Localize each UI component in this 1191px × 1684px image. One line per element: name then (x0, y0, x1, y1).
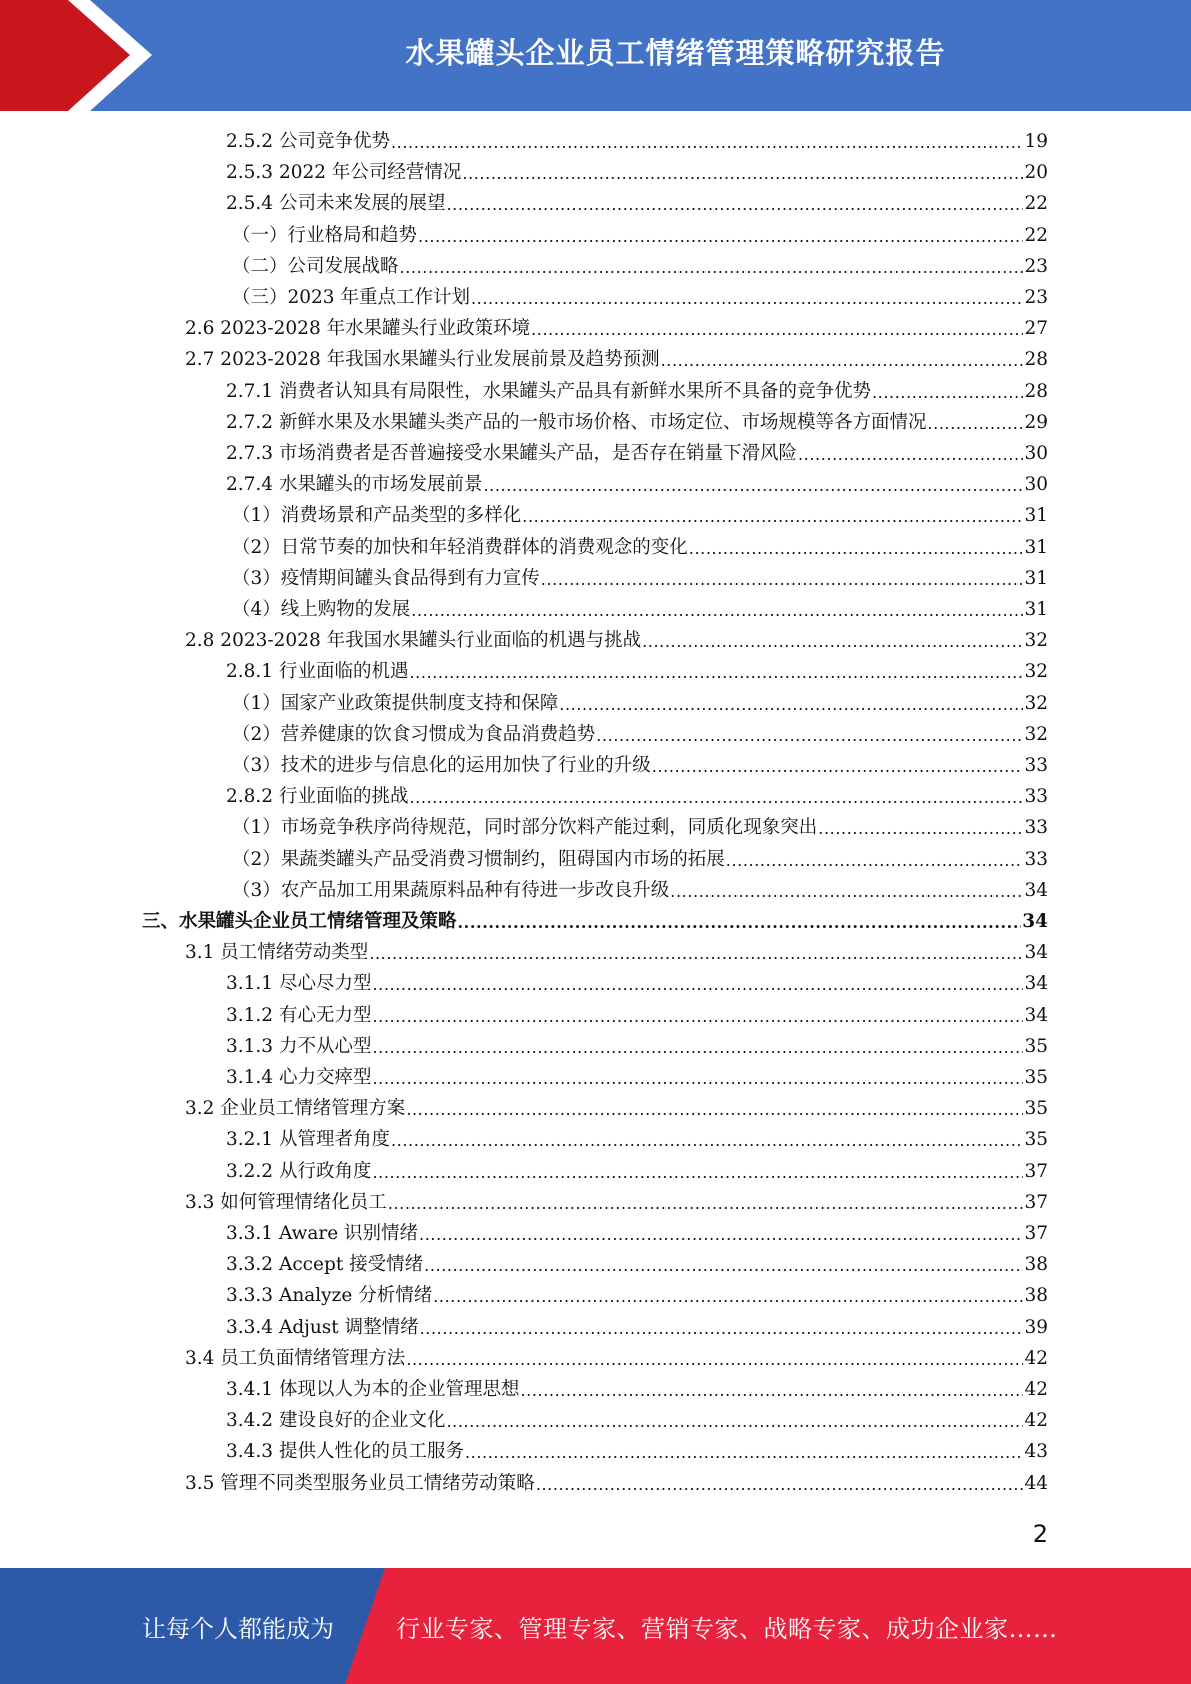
toc-entry[interactable] (232, 532, 1048, 563)
toc-entry[interactable] (232, 719, 1048, 750)
toc-entry[interactable] (185, 1187, 1048, 1218)
toc-dot-leader (409, 781, 1023, 812)
toc-dot-leader (462, 157, 1023, 188)
toc-entry-page: 32 (1024, 692, 1048, 714)
toc-entry[interactable] (185, 1343, 1048, 1374)
toc-entry-label: 2.8 2023-2028 年我国水果罐头行业面临的机遇与挑战 (185, 630, 642, 652)
toc-entry-label: （3）疫情期间罐头食品得到有力宣传 (232, 567, 540, 589)
toc-entry-page: 44 (1024, 1472, 1048, 1494)
toc-entry-page: 34 (1024, 942, 1048, 964)
toc-entry-page: 34 (1024, 879, 1048, 901)
toc-entry-label: 3.1.3 力不从心型 (226, 1035, 372, 1057)
toc-entry[interactable] (185, 1468, 1048, 1499)
toc-entry-label: 2.5.2 公司竞争优势 (226, 131, 390, 152)
toc-entry[interactable] (226, 376, 1048, 407)
toc-entry-label: 3.3.3 Analyze 分析情绪 (226, 1285, 433, 1307)
toc-entry[interactable] (232, 750, 1048, 781)
toc-entry-label: （3）农产品加工用果蔬原料品种有待进一步改良升级 (232, 879, 670, 901)
toc-entry-page: 31 (1024, 599, 1048, 620)
toc-entry[interactable] (226, 1405, 1048, 1436)
toc-entry[interactable] (226, 968, 1048, 999)
toc-entry-label: （一）行业格局和趋势 (232, 224, 418, 246)
toc-entry[interactable] (185, 313, 1048, 344)
toc-entry-label: 2.5.3 2022 年公司经营情况 (226, 162, 462, 184)
toc-entry-label: （1）市场竞争秩序尚待规范，同时部分饮料产能过剩，同质化现象突出 (232, 817, 818, 839)
toc-entry-label: 3.3.4 Adjust 调整情绪 (226, 1316, 419, 1338)
toc-dot-leader (642, 625, 1023, 656)
toc-dot-leader (372, 1000, 1023, 1031)
toc-entry-label: 3.1.1 尽心尽力型 (226, 973, 372, 995)
toc-entry[interactable] (232, 688, 1048, 719)
toc-dot-leader (400, 251, 1024, 282)
toc-dot-leader (446, 1405, 1023, 1436)
toc-entry[interactable] (226, 1280, 1048, 1311)
toc-dot-leader (465, 1436, 1023, 1467)
toc-entry-page: 32 (1024, 661, 1048, 683)
toc-entry-page: 38 (1024, 1285, 1048, 1307)
toc-entry[interactable] (226, 781, 1048, 812)
toc-entry-label: 2.8.1 行业面临的机遇 (226, 661, 409, 683)
toc-entry-page: 23 (1024, 287, 1048, 308)
toc-dot-leader (652, 750, 1024, 781)
toc-entry-label: 2.8.2 行业面临的挑战 (226, 786, 409, 808)
toc-entry-label: 3.4 员工负面情绪管理方法 (185, 1347, 406, 1369)
toc-entry-page: 28 (1024, 380, 1048, 402)
toc-dot-leader (689, 532, 1024, 563)
document-title: 水果罐头企业员工情绪管理策略研究报告 (405, 35, 946, 70)
footer-band (0, 1568, 1191, 1684)
toc-dot-leader (522, 500, 1023, 531)
toc-dot-leader (446, 188, 1023, 219)
toc-entry-page: 20 (1024, 162, 1048, 184)
toc-entry-label: 三、水果罐头企业员工情绪管理及策略 (142, 911, 457, 932)
header-band (0, 0, 1191, 111)
toc-entry[interactable] (226, 1249, 1048, 1280)
toc-dot-leader (798, 438, 1023, 469)
toc-dot-leader (661, 344, 1024, 375)
toc-entry-page: 32 (1024, 630, 1048, 652)
toc-entry-label: （2）日常节奏的加快和年轻消费群体的消费观念的变化 (232, 536, 688, 558)
toc-dot-leader (596, 719, 1023, 750)
toc-entry[interactable] (226, 188, 1048, 219)
toc-entry-page: 22 (1024, 193, 1048, 215)
toc-entry-page: 28 (1024, 349, 1048, 371)
toc-entry-label: 2.7.2 新鲜水果及水果罐头类产品的一般市场价格、市场定位、市场规模等各方面情况 (226, 411, 927, 433)
toc-dot-leader (372, 1156, 1023, 1187)
toc-dot-leader (409, 656, 1023, 687)
toc-dot-leader (391, 1124, 1023, 1155)
toc-entry-page: 42 (1024, 1347, 1048, 1369)
toc-entry-page: 33 (1024, 755, 1048, 776)
toc-entry-page: 32 (1024, 723, 1048, 745)
toc-entry-label: 3.5 管理不同类型服务业员工情绪劳动策略 (185, 1472, 535, 1494)
toc-dot-leader (424, 1249, 1023, 1280)
toc-entry-label: 2.7.1 消费者认知具有局限性，水果罐头产品具有新鲜水果所不具备的竞争优势 (226, 380, 871, 402)
toc-dot-leader (388, 1187, 1024, 1218)
toc-entry-page: 37 (1024, 1191, 1048, 1213)
toc-entry[interactable] (226, 656, 1048, 687)
toc-entry-page: 33 (1024, 848, 1048, 870)
toc-entry-label: 3.3.2 Accept 接受情绪 (226, 1254, 424, 1276)
toc-dot-leader (520, 1374, 1023, 1405)
toc-entry-page: 34 (1024, 1004, 1048, 1026)
toc-entry-label: （2）营养健康的饮食习惯成为食品消费趋势 (232, 723, 596, 745)
toc-entry[interactable] (226, 1031, 1048, 1062)
toc-entry[interactable] (185, 625, 1048, 656)
toc-dot-leader (418, 220, 1023, 251)
toc-dot-leader (531, 313, 1023, 344)
toc-entry-page: 34 (1022, 911, 1048, 932)
toc-entry-label: （4）线上购物的发展 (232, 599, 411, 620)
toc-entry[interactable] (232, 594, 1048, 625)
toc-dot-leader (541, 563, 1024, 594)
toc-dot-leader (872, 376, 1023, 407)
toc-dot-leader (372, 968, 1023, 999)
toc-entry-label: 2.6 2023-2028 年水果罐头行业政策环境 (185, 318, 531, 340)
toc-entry-label: 3.2.2 从行政角度 (226, 1160, 372, 1182)
toc-entry-label: 3.4.1 体现以人为本的企业管理思想 (226, 1379, 520, 1400)
toc-entry[interactable] (232, 220, 1048, 251)
toc-entry-label: （二）公司发展战略 (232, 255, 399, 277)
toc-entry-page: 39 (1024, 1316, 1048, 1338)
toc-entry-page: 19 (1024, 131, 1048, 152)
toc-entry-page: 31 (1024, 567, 1048, 589)
toc-entry-page: 43 (1024, 1441, 1048, 1463)
toc-entry-label: 2.7.3 市场消费者是否普遍接受水果罐头产品，是否存在销量下滑风险 (226, 443, 797, 464)
toc-dot-leader (818, 812, 1023, 843)
toc-dot-leader (419, 1218, 1023, 1249)
toc-entry[interactable] (142, 906, 1048, 937)
toc-entry-label: 3.4.3 提供人性化的员工服务 (226, 1441, 464, 1463)
toc-dot-leader (458, 906, 1022, 937)
toc-entry-page: 34 (1024, 973, 1048, 995)
toc-entry[interactable] (226, 1124, 1048, 1155)
toc-dot-leader (670, 875, 1023, 906)
toc-entry[interactable] (232, 875, 1048, 906)
toc-entry-page: 29 (1024, 411, 1048, 433)
footer-slogan-left: 让每个人都能成为 (142, 1614, 334, 1643)
toc-dot-leader (927, 407, 1023, 438)
toc-dot-leader (369, 937, 1023, 968)
toc-dot-leader (372, 1031, 1023, 1062)
toc-entry-page: 31 (1024, 505, 1048, 527)
toc-entry-page: 30 (1024, 443, 1048, 464)
toc-entry[interactable] (232, 844, 1048, 875)
toc-entry-label: （三）2023 年重点工作计划 (232, 287, 470, 308)
toc-entry[interactable] (226, 1312, 1048, 1343)
page-number: 2 (1032, 1520, 1048, 1548)
toc-entry-page: 35 (1024, 1067, 1048, 1088)
toc-entry-label: 3.2 企业员工情绪管理方案 (185, 1098, 406, 1120)
footer-slogan-right: 行业专家、管理专家、营销专家、战略专家、成功企业家…… (396, 1614, 1058, 1643)
toc-entry[interactable] (226, 407, 1048, 438)
toc-entry-page: 37 (1024, 1223, 1048, 1244)
toc-entry[interactable] (232, 251, 1048, 282)
toc-entry-page: 22 (1024, 224, 1048, 246)
toc-entry-page: 33 (1024, 817, 1048, 839)
toc-entry-label: 2.7 2023-2028 年我国水果罐头行业发展前景及趋势预测 (185, 349, 660, 371)
toc-entry-page: 35 (1024, 1129, 1048, 1151)
toc-dot-leader (559, 688, 1023, 719)
toc-dot-leader (420, 1312, 1024, 1343)
toc-entry[interactable] (232, 812, 1048, 843)
toc-entry[interactable] (185, 937, 1048, 968)
toc-entry-label: （1）国家产业政策提供制度支持和保障 (232, 692, 559, 714)
toc-dot-leader (411, 594, 1023, 625)
toc-dot-leader (406, 1343, 1023, 1374)
toc-dot-leader (391, 126, 1023, 157)
toc-entry[interactable] (226, 1062, 1048, 1093)
toc-entry-label: 3.1 员工情绪劳动类型 (185, 942, 369, 964)
toc-entry-label: 2.7.4 水果罐头的市场发展前景 (226, 474, 483, 496)
toc-dot-leader (406, 1093, 1023, 1124)
toc-entry[interactable] (226, 1374, 1048, 1405)
toc-entry-page: 35 (1024, 1035, 1048, 1057)
toc-dot-leader (483, 469, 1023, 500)
toc-entry-label: 3.1.2 有心无力型 (226, 1004, 372, 1026)
toc-dot-leader (471, 282, 1023, 313)
toc-entry-label: 3.1.4 心力交瘁型 (226, 1067, 372, 1088)
toc-entry-page: 37 (1024, 1160, 1048, 1182)
toc-entry-label: 3.4.2 建设良好的企业文化 (226, 1410, 446, 1432)
toc-entry[interactable] (226, 126, 1048, 157)
toc-entry[interactable] (226, 157, 1048, 188)
toc-entry[interactable] (232, 282, 1048, 313)
toc-entry-page: 38 (1024, 1254, 1048, 1276)
toc-entry-page: 42 (1024, 1379, 1048, 1400)
toc-entry-label: 3.3 如何管理情绪化员工 (185, 1191, 387, 1213)
toc-entry-label: 3.3.1 Aware 识别情绪 (226, 1223, 419, 1244)
toc-entry-label: 3.2.1 从管理者角度 (226, 1129, 390, 1151)
red-chevron-icon (0, 0, 160, 111)
toc-entry[interactable] (232, 500, 1048, 531)
toc-entry-label: （3）技术的进步与信息化的运用加快了行业的升级 (232, 755, 651, 776)
toc-dot-leader (726, 844, 1024, 875)
toc-entry[interactable] (226, 1436, 1048, 1467)
toc-entry[interactable] (226, 469, 1048, 500)
toc-entry[interactable] (232, 563, 1048, 594)
toc-entry-label: （1）消费场景和产品类型的多样化 (232, 505, 522, 527)
toc-entry[interactable] (226, 1218, 1048, 1249)
toc-dot-leader (433, 1280, 1023, 1311)
toc-entry-page: 30 (1024, 474, 1048, 496)
toc-entry-page: 27 (1024, 318, 1048, 340)
toc-entry[interactable] (185, 1093, 1048, 1124)
toc-entry-page: 33 (1024, 786, 1048, 808)
toc-dot-leader (372, 1062, 1023, 1093)
toc-entry[interactable] (226, 438, 1048, 469)
toc-entry[interactable] (185, 344, 1048, 375)
toc-entry-label: （2）果蔬类罐头产品受消费习惯制约，阻碍国内市场的拓展 (232, 848, 725, 870)
toc-entry-page: 42 (1024, 1410, 1048, 1432)
toc-entry-label: 2.5.4 公司未来发展的展望 (226, 193, 446, 215)
toc-entry-page: 35 (1024, 1098, 1048, 1120)
toc-dot-leader (536, 1468, 1024, 1499)
toc-entry[interactable] (226, 1156, 1048, 1187)
toc-entry-page: 31 (1024, 536, 1048, 558)
toc-entry[interactable] (226, 1000, 1048, 1031)
toc-entry-page: 23 (1024, 255, 1048, 277)
